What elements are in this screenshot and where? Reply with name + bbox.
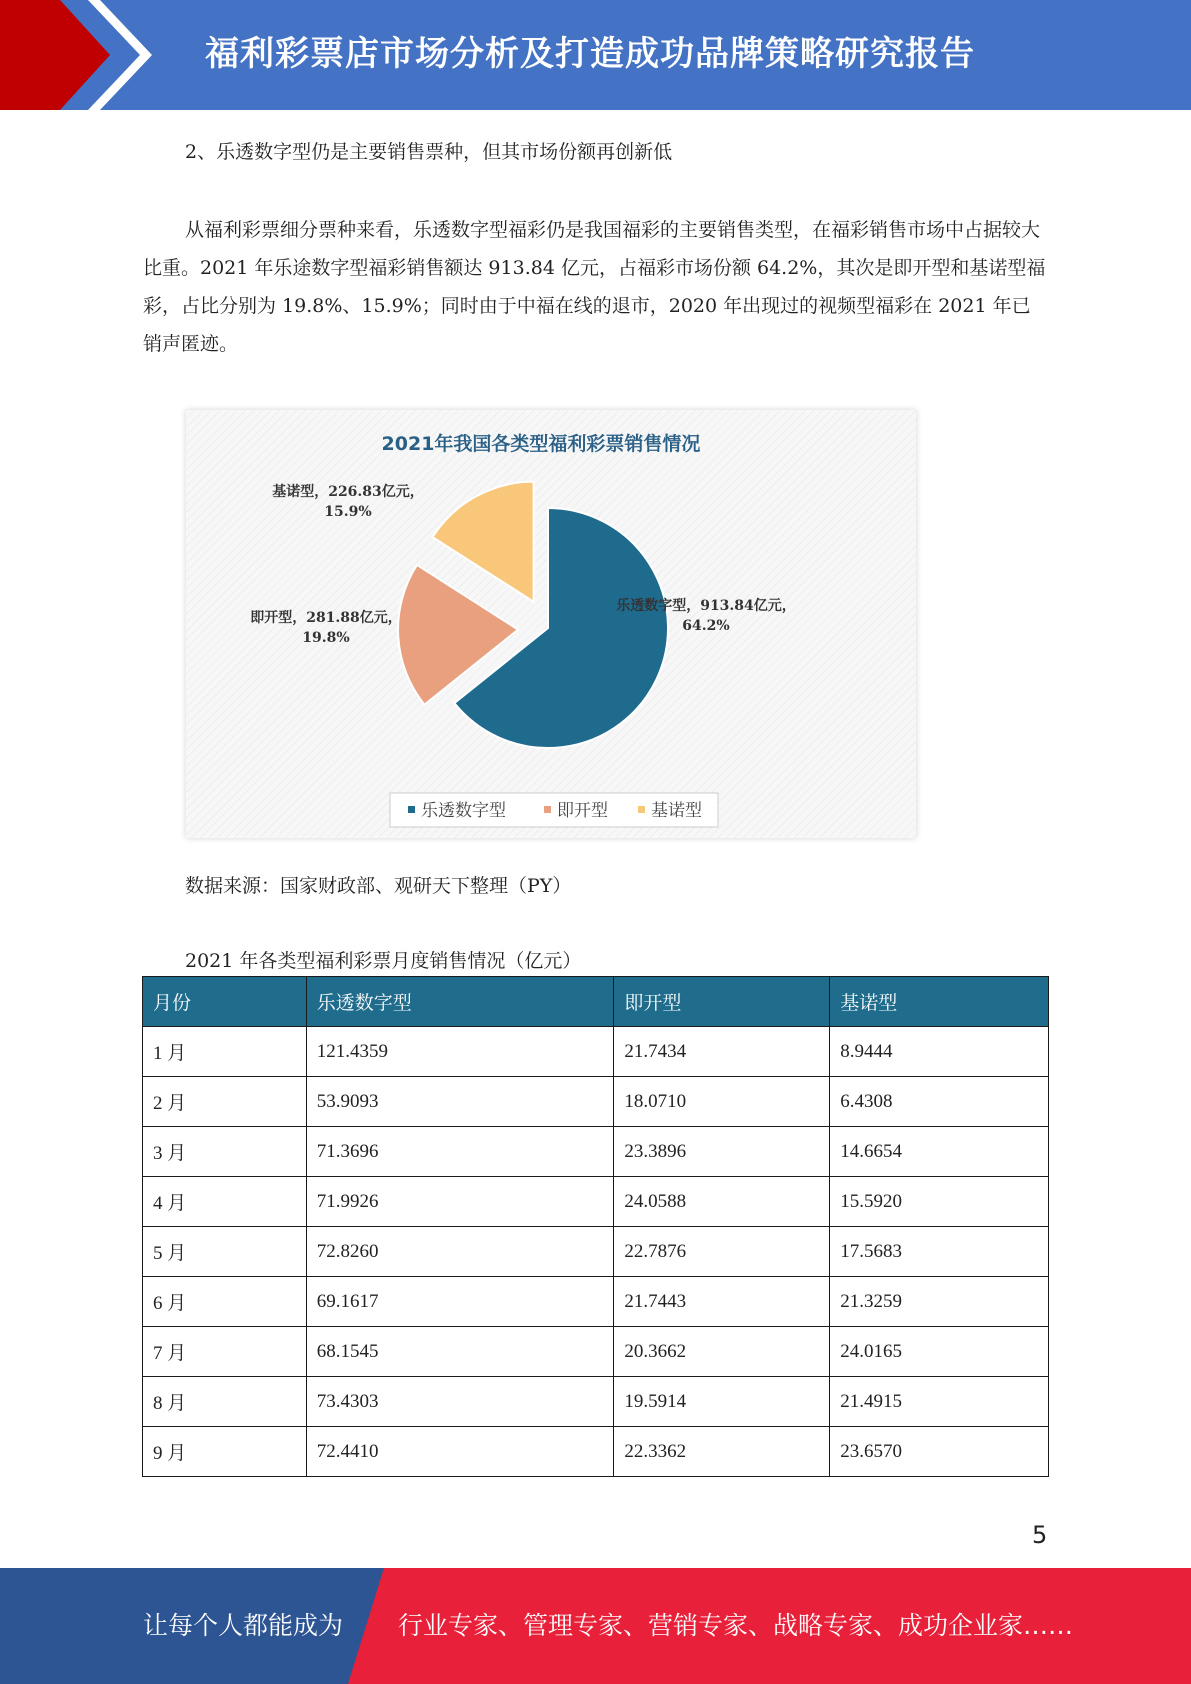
table-header-row — [143, 977, 1049, 1027]
value-cell: 20.3662 — [614, 1327, 830, 1377]
legend-label: 乐透数字型 — [421, 801, 506, 821]
table-row — [143, 1377, 1049, 1427]
header-cell: 乐透数字型 — [306, 977, 614, 1027]
value-cell: 24.0165 — [830, 1327, 1049, 1377]
table-row — [143, 1177, 1049, 1227]
value-cell: 72.4410 — [306, 1427, 614, 1477]
value-cell: 21.7443 — [614, 1277, 830, 1327]
slice-data-label: 乐透数字型，913.84亿元， — [616, 598, 796, 614]
value-cell: 23.3896 — [614, 1127, 830, 1177]
value-cell: 18.0710 — [614, 1077, 830, 1127]
month-cell: 2 月 — [143, 1077, 307, 1127]
value-cell: 21.4915 — [830, 1377, 1049, 1427]
month-cell: 8 月 — [143, 1377, 307, 1427]
value-cell: 14.6654 — [830, 1127, 1049, 1177]
month-cell: 6 月 — [143, 1277, 307, 1327]
intro-paragraph: 从福利彩票细分票种来看，乐透数字型福彩仍是我国福彩的主要销售类型，在福彩销售市场中占据较大比重。2021 年乐途数字型福彩销售额达 913.84 亿元，占福彩市场份额 64.2%，其次是即开型和基诺型福彩，占比分别为 19.8%、15.9%；同时由于中福在线的退市，2020 年出现过的视频型福彩在 2021 年已销声匿迹。 — [143, 219, 1046, 355]
table-row — [143, 1277, 1049, 1327]
chart-title: 2021年我国各类型福利彩票销售情况 — [381, 433, 701, 455]
table-row — [143, 1327, 1049, 1377]
report-title: 福利彩票店市场分析及打造成功品牌策略研究报告 — [205, 34, 975, 74]
value-cell: 22.3362 — [614, 1427, 830, 1477]
chart-legend — [390, 793, 718, 827]
pie-chart-svg — [186, 410, 916, 838]
value-cell: 73.4303 — [306, 1377, 614, 1427]
table-row — [143, 1127, 1049, 1177]
value-cell: 23.6570 — [830, 1427, 1049, 1477]
header-cell: 月份 — [143, 977, 307, 1027]
monthly-sales-table — [142, 976, 1049, 1477]
legend-swatch — [544, 806, 551, 813]
month-cell: 3 月 — [143, 1127, 307, 1177]
legend-swatch — [408, 806, 415, 813]
header-cell: 基诺型 — [830, 977, 1049, 1027]
value-cell: 22.7876 — [614, 1227, 830, 1277]
value-cell: 24.0588 — [614, 1177, 830, 1227]
table-row — [143, 1027, 1049, 1077]
legend-label: 基诺型 — [651, 801, 702, 821]
value-cell: 8.9444 — [830, 1027, 1049, 1077]
month-cell: 4 月 — [143, 1177, 307, 1227]
page-number: 5 — [1032, 1521, 1048, 1549]
slice-data-label: 19.8% — [302, 630, 350, 646]
value-cell: 71.9926 — [306, 1177, 614, 1227]
footer-slogan-left: 让每个人都能成为 — [143, 1611, 344, 1640]
value-cell: 21.7434 — [614, 1027, 830, 1077]
section-heading: 2、乐透数字型仍是主要销售票种，但其市场份额再创新低 — [185, 141, 673, 163]
header-cell: 即开型 — [614, 977, 830, 1027]
slice-data-label: 基诺型，226.83亿元， — [272, 484, 424, 500]
slice-data-label: 15.9% — [324, 504, 372, 520]
source-note: 数据来源：国家财政部、观研天下整理（PY） — [185, 875, 572, 897]
month-cell: 1 月 — [143, 1027, 307, 1077]
table-row — [143, 1227, 1049, 1277]
table-body — [143, 1027, 1049, 1477]
value-cell: 68.1545 — [306, 1327, 614, 1377]
value-cell: 15.5920 — [830, 1177, 1049, 1227]
page-footer — [0, 1568, 1191, 1684]
header-red-arrow — [0, 0, 110, 110]
pie-slices — [398, 482, 668, 748]
page-header — [0, 0, 1191, 110]
value-cell: 71.3696 — [306, 1127, 614, 1177]
legend-swatch — [638, 806, 645, 813]
slice-data-label: 64.2% — [682, 618, 730, 634]
value-cell: 19.5914 — [614, 1377, 830, 1427]
footer-slogan-right: 行业专家、管理专家、营销专家、战略专家、成功企业家…… — [398, 1611, 1074, 1640]
legend-label: 即开型 — [557, 801, 608, 821]
month-cell: 9 月 — [143, 1427, 307, 1477]
month-cell: 7 月 — [143, 1327, 307, 1377]
value-cell: 53.9093 — [306, 1077, 614, 1127]
table-caption: 2021 年各类型福利彩票月度销售情况（亿元） — [185, 950, 582, 972]
table-row — [143, 1077, 1049, 1127]
table-row — [143, 1427, 1049, 1477]
value-cell: 21.3259 — [830, 1277, 1049, 1327]
pie-chart — [186, 410, 916, 838]
slice-data-label: 即开型，281.88亿元， — [250, 610, 402, 626]
value-cell: 121.4359 — [306, 1027, 614, 1077]
value-cell: 69.1617 — [306, 1277, 614, 1327]
month-cell: 5 月 — [143, 1227, 307, 1277]
value-cell: 17.5683 — [830, 1227, 1049, 1277]
value-cell: 6.4308 — [830, 1077, 1049, 1127]
value-cell: 72.8260 — [306, 1227, 614, 1277]
